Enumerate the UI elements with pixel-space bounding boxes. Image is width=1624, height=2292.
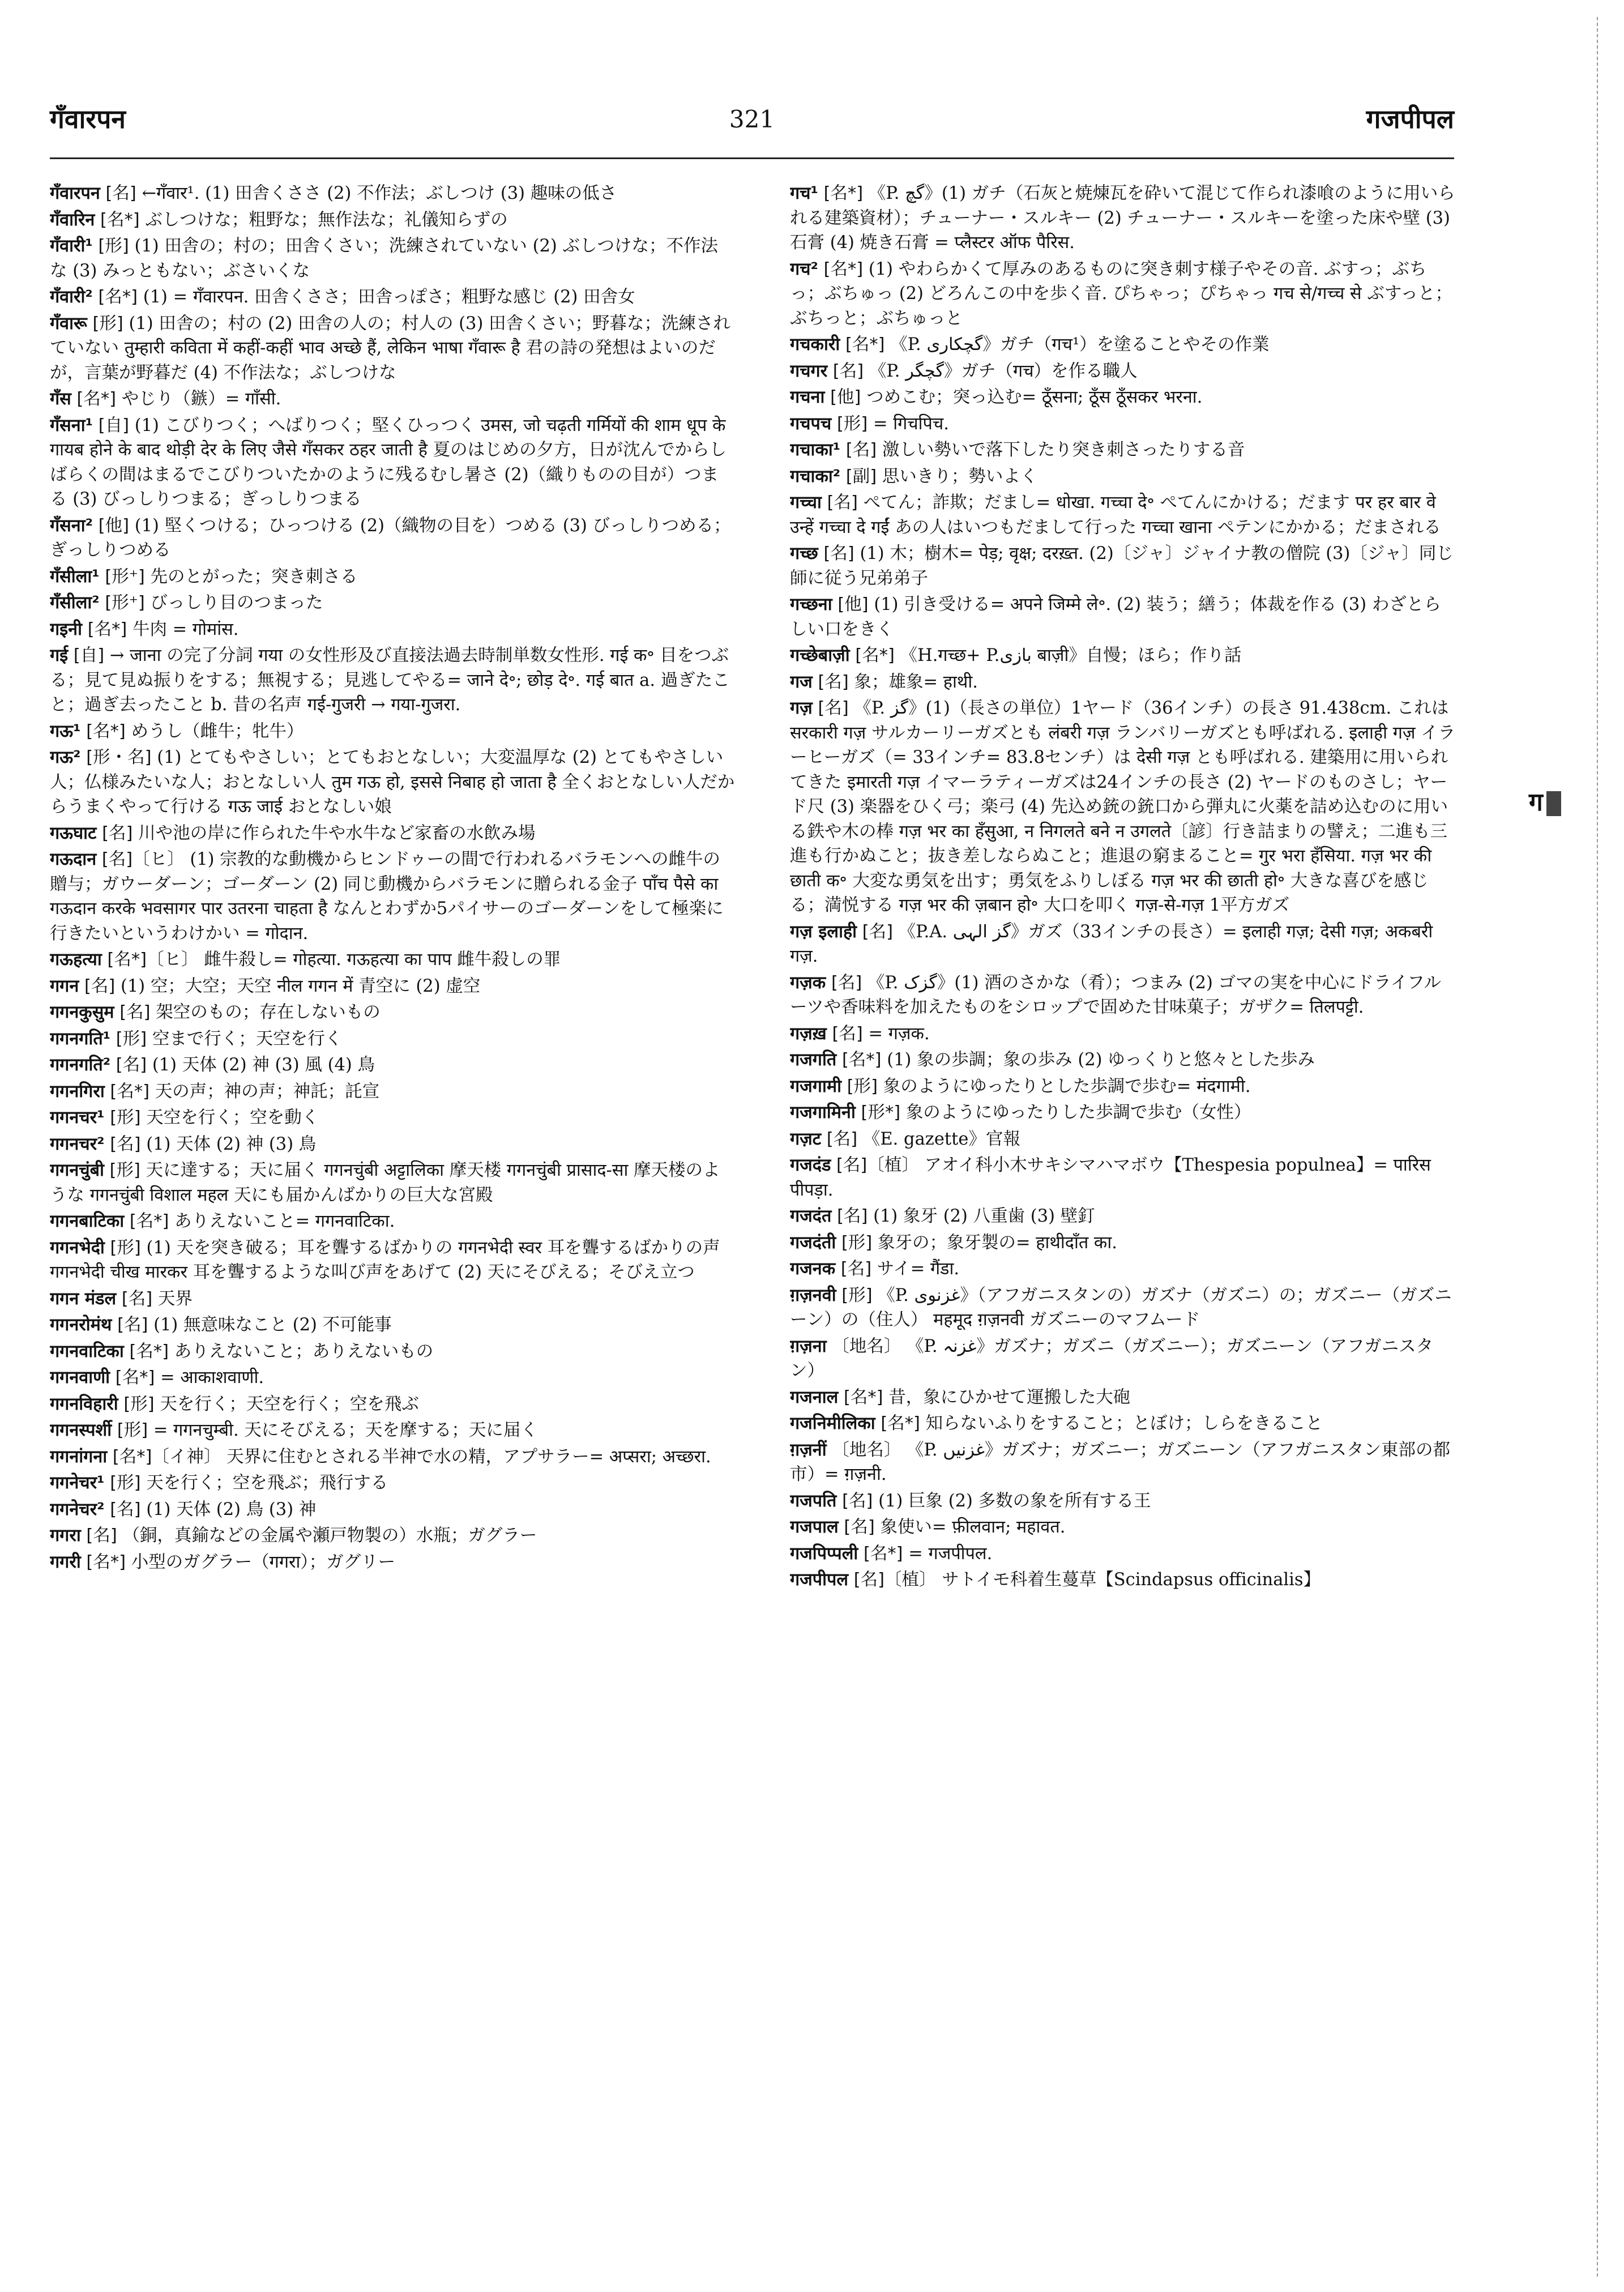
entry-headword: गजनाल bbox=[790, 1387, 839, 1407]
entry-headword: गचपच bbox=[790, 413, 832, 434]
entry-headword: गजगामी bbox=[790, 1076, 842, 1096]
entry-headword: गऊघाट bbox=[50, 823, 97, 843]
entry-headword: गच¹ bbox=[790, 183, 818, 203]
entry-part-of-speech: [名]〔ヒ〕 bbox=[101, 850, 185, 869]
entry-headword: गजदंड bbox=[790, 1155, 831, 1175]
entry-definition: ぶしつけな；粗野な；無作法な；礼儀知らずの bbox=[145, 210, 508, 230]
entry-definition: 架空のもの；存在しないもの bbox=[156, 1002, 381, 1022]
entry-definition: (1) 天体 (2) 神 (3) 風 (4) 鳥 bbox=[152, 1055, 375, 1075]
entry-headword: गँस bbox=[50, 389, 71, 409]
entry-headword: गजपाल bbox=[790, 1517, 839, 1537]
dictionary-entry bbox=[790, 1334, 1458, 1384]
entry-definition: 天を行く；天空を行く；空を飛ぶ bbox=[160, 1394, 419, 1414]
entry-part-of-speech: [名] bbox=[818, 672, 849, 692]
dictionary-entry bbox=[790, 257, 1458, 331]
entry-part-of-speech: [名] bbox=[84, 976, 116, 996]
entry-definition: めうし（雌牛；牝牛） bbox=[131, 721, 304, 741]
entry-headword: गगनांगना bbox=[50, 1446, 108, 1467]
entry-definition: 《P. غزنوی》（アフガニスタンの）ガズナ（ガズニ）の；ガズニー（ガズニーン）の（住人） महमूद ग़ज़नवी ガズニーのマフムード bbox=[790, 1285, 1452, 1330]
dictionary-entry bbox=[790, 643, 1458, 668]
dictionary-entry bbox=[790, 359, 1458, 384]
dictionary-entry bbox=[50, 643, 735, 718]
entry-definition: （銅，真鍮などの金属や瀬戸物製の）水瓶；ガグラー bbox=[122, 1526, 537, 1546]
dictionary-entry bbox=[50, 1418, 735, 1443]
entry-definition: 川や池の岸に作られた牛や水牛など家畜の水飲み場 bbox=[138, 823, 536, 843]
entry-headword: गँवारी¹ bbox=[50, 236, 93, 256]
entry-headword: गचगर bbox=[790, 361, 828, 381]
page-header bbox=[50, 95, 1454, 159]
dictionary-entry bbox=[50, 1392, 735, 1417]
page-binding-edge bbox=[1597, 17, 1601, 2277]
dictionary-entry bbox=[790, 332, 1458, 357]
entry-headword: गँवारपन bbox=[50, 183, 100, 203]
dictionary-entry bbox=[50, 514, 735, 563]
entry-part-of-speech: [名] bbox=[844, 1517, 875, 1537]
entry-definition: 《P. غزنہ》ガズナ；ガズニ（ガズニー）；ガズニーン（アフガニスタン） bbox=[790, 1336, 1434, 1381]
entry-definition: = गजपीपल. bbox=[908, 1543, 993, 1564]
dictionary-entry bbox=[50, 1132, 735, 1157]
entry-headword: गज़ इलाही bbox=[790, 921, 857, 942]
entry-part-of-speech: [名] bbox=[862, 921, 894, 942]
dictionary-entry bbox=[790, 385, 1458, 410]
entry-part-of-speech: [名*] bbox=[823, 183, 864, 203]
entry-definition: 象；雄象= हाथी. bbox=[854, 672, 978, 692]
entry-part-of-speech: [名*] bbox=[844, 1387, 883, 1407]
dictionary-entry bbox=[790, 1283, 1458, 1333]
entry-part-of-speech: [形] bbox=[117, 1420, 148, 1440]
entry-headword: गचाका² bbox=[790, 466, 841, 486]
entry-definition: = आकाशवाणी. bbox=[160, 1368, 264, 1388]
entry-definition: 《E. gazette》官報 bbox=[862, 1129, 1020, 1149]
entry-part-of-speech: [名*] bbox=[87, 619, 127, 639]
entry-definition: (1) 空；大空；天空 नील गगन में 青空に (2) 虚空 bbox=[121, 976, 481, 996]
entry-definition: 昔，象にひかせて運搬した大砲 bbox=[888, 1387, 1131, 1407]
entry-definition: (1) 天体 (2) 鳥 (3) 神 bbox=[146, 1499, 317, 1520]
entry-headword: गचना bbox=[790, 387, 825, 407]
entry-headword: गगनगति¹ bbox=[50, 1028, 111, 1049]
entry-definition: (1) 巨象 (2) 多数の象を所有する王 bbox=[878, 1491, 1151, 1511]
entry-part-of-speech: [形] bbox=[123, 1394, 155, 1414]
dictionary-entry bbox=[50, 1550, 735, 1575]
dictionary-entry bbox=[50, 565, 735, 590]
entry-definition: (1) 堅くつける；ひっつける (2)（織物の目を）つめる (3) びっしりつめる；ぎっしりつめる bbox=[50, 515, 731, 560]
thumb-index-marker bbox=[1546, 791, 1561, 816]
entry-part-of-speech: [形] bbox=[110, 1473, 141, 1493]
entry-definition: ←गँवार¹. (1) 田舎くささ (2) 不作法；ぶしつけ (3) 趣味の低さ bbox=[142, 183, 617, 203]
entry-definition: 《H.गच्छ+ P.بازی बाज़ी》自慢；ほら；作り話 bbox=[900, 646, 1242, 665]
entry-part-of-speech: [形・名] bbox=[86, 748, 152, 767]
entry-part-of-speech: [名] bbox=[840, 1259, 872, 1279]
entry-definition: 空まで行く；天空を行く bbox=[152, 1028, 343, 1049]
entry-definition: (1) 宗教的な動機からヒンドゥーの間で行われるバラモンへの雌牛の贈与；ガウーダーン；ゴーダーン (2) 同じ動機からバラモンに贈られる金子 पाँच पैसे का गऊदान करके भवसागर पार उतरना चाहता है なんとわずか5パイサーのゴーダーンをして極楽に行きたいというわけかい = गोदान. bbox=[50, 850, 724, 944]
dictionary-entry bbox=[50, 745, 735, 820]
dictionary-entry bbox=[50, 1313, 735, 1338]
dictionary-entry bbox=[50, 1158, 735, 1207]
entry-definition: (1) 天を突き破る；耳を聾するばかりの गगनभेदी स्वर 耳を聾するばかりの声 गगनभेदी चीख मारकर 耳を聾するような叫び声をあげて (2) 天にそびえる；そびえ立つ bbox=[50, 1237, 720, 1282]
entry-headword: गगनचर² bbox=[50, 1134, 105, 1154]
entry-headword: गँसीला¹ bbox=[50, 566, 100, 587]
entry-definition: 天界に住むとされる半神で水の精，アプサラー= अप्सरा; अच्छरा. bbox=[226, 1446, 711, 1467]
dictionary-entry bbox=[50, 1287, 735, 1312]
entry-definition: 天を行く；空を飛ぶ；飛行する bbox=[146, 1473, 388, 1493]
dictionary-entry bbox=[50, 821, 735, 846]
entry-headword: गज bbox=[790, 672, 813, 692]
entry-part-of-speech: [形] bbox=[92, 313, 123, 334]
entry-headword: गच² bbox=[790, 259, 818, 279]
entry-definition: (1) 引き受ける= अपने जिम्मे ले॰. (2) 装う；繕う；体裁を作る (3) わざとらしい口をきく bbox=[790, 595, 1441, 639]
entry-headword: गजदंत bbox=[790, 1206, 832, 1226]
dictionary-entry bbox=[790, 1568, 1458, 1593]
dictionary-entry bbox=[790, 464, 1458, 489]
dictionary-entry bbox=[790, 1231, 1458, 1256]
entry-headword: ग़ज़नीं bbox=[790, 1440, 827, 1460]
entry-definition: (1) 天体 (2) 神 (3) 鳥 bbox=[146, 1134, 317, 1154]
entry-definition: → जाना の完了分詞 गया の女性形及び直接法過去時制単数女性形. गई क॰ 目をつぶる；見て見ぬ振りをする；無視する；見逃してやる= जाने दे॰; छोड़ दे॰. गई बात a. 過ぎたこと；過ぎ去ったこと b. 昔の名声 गई-गुजरी → गया-गुजरा. bbox=[50, 646, 730, 715]
dictionary-entry bbox=[790, 1204, 1458, 1229]
dictionary-entry bbox=[50, 311, 735, 386]
entry-part-of-speech: [名] bbox=[818, 698, 849, 718]
entry-definition: 先のとがった；突き刺さる bbox=[150, 566, 358, 587]
entry-part-of-speech: [名*] bbox=[86, 1552, 126, 1572]
entry-headword: गच्छना bbox=[790, 595, 832, 614]
entry-part-of-speech: [名] bbox=[110, 1499, 141, 1520]
dictionary-entry bbox=[790, 1100, 1458, 1125]
entry-definition: アオイ科小木サキシマハマボウ【Thespesia populnea】= पारिस पीपड़ा. bbox=[790, 1155, 1431, 1200]
thumb-index-tab bbox=[1529, 787, 1569, 818]
entry-part-of-speech: [名] bbox=[121, 1288, 153, 1309]
entry-definition: 天空を行く；空を動く bbox=[146, 1108, 319, 1128]
entry-definition: = गगनचुम्बी. 天にそびえる；天を摩する；天に届く bbox=[153, 1420, 538, 1440]
entry-definition: 天の声；神の声；神託；託宣 bbox=[155, 1081, 380, 1102]
entry-part-of-speech: [形*] bbox=[861, 1103, 901, 1122]
entry-definition: 思いきり；勢いよく bbox=[882, 466, 1038, 486]
dictionary-entry bbox=[790, 541, 1458, 591]
dictionary-entry bbox=[50, 1339, 735, 1364]
left-column bbox=[50, 181, 735, 2243]
dictionary-entry bbox=[790, 438, 1458, 463]
right-running-headword: गजपीपल bbox=[1366, 104, 1454, 134]
entry-headword: गँवारी² bbox=[50, 287, 93, 307]
entry-part-of-speech: [名*] bbox=[98, 287, 138, 307]
entry-part-of-speech: [名] bbox=[842, 1491, 873, 1511]
entry-headword: गगरा bbox=[50, 1526, 81, 1546]
entry-headword: गगनेचर² bbox=[50, 1499, 105, 1520]
entry-definition: 《P. گچگر》ガチ（गच）を作る職人 bbox=[869, 361, 1138, 381]
entry-definition: ありえないこと= गगनवाटिका. bbox=[174, 1211, 395, 1231]
entry-headword: गगरी bbox=[50, 1552, 81, 1572]
entry-part-of-speech: [形] bbox=[110, 1237, 141, 1258]
entry-part-of-speech: [形] bbox=[109, 1160, 140, 1180]
entry-definition: 《P. گچکاری》ガチ（गच¹）を塗ることやその作業 bbox=[890, 335, 1270, 355]
entry-headword: गँसना² bbox=[50, 515, 93, 536]
entry-part-of-speech: [名*]〔イ神〕 bbox=[112, 1446, 221, 1467]
entry-headword: गगन bbox=[50, 976, 79, 996]
entry-definition: ぺてん；詐欺；だまし= धोखा. गच्चा दे॰ ぺてんにかける；だます पर हर बार वे उन्हें गच्चा दे गईं あの人はいつもだまして行った गच्चा खाना ペテンにかかる；だまされる bbox=[790, 493, 1441, 537]
entry-part-of-speech: [名] bbox=[826, 1129, 858, 1149]
entry-part-of-speech: [名] bbox=[827, 493, 858, 513]
entry-part-of-speech: [形] bbox=[98, 236, 129, 256]
entry-definition: (1) 象牙 (2) 八重歯 (3) 壁釘 bbox=[873, 1206, 1095, 1226]
dictionary-entry bbox=[50, 847, 735, 946]
entry-part-of-speech: [形] bbox=[836, 413, 868, 434]
entry-part-of-speech: [名*] bbox=[100, 210, 140, 230]
dictionary-entry bbox=[790, 1257, 1458, 1282]
entry-definition: 天界 bbox=[157, 1288, 193, 1309]
entry-definition: (1) 田舎の；村の；田舎くさい；洗練されていない (2) ぶしつけな；不作法な (3) みっともない；ぶさいくな bbox=[50, 236, 718, 281]
entry-definition: (1) = गँवारपन. 田舎くささ；田舎っぽさ；粗野な感じ (2) 田舎女 bbox=[143, 287, 635, 307]
entry-definition: 象使い= फ़ीलवान; महावत. bbox=[880, 1517, 1066, 1537]
entry-part-of-speech: [名*] bbox=[845, 335, 885, 355]
dictionary-entry bbox=[790, 696, 1458, 918]
dictionary-entry bbox=[50, 387, 735, 412]
entry-headword: गगनबाटिका bbox=[50, 1211, 125, 1231]
dictionary-entry bbox=[790, 412, 1458, 437]
entry-part-of-speech: [名*] bbox=[881, 1414, 920, 1433]
entry-definition: 《P. گچ》(1) ガチ（石灰と焼煉瓦を砕いて混じて作られ漆喰のように用いられる建築資材）；チューナー・スルキー (2) チューナー・スルキーを塗った床や壁 (3) 石膏 (4) 焼き石膏 = प्लैस्टर ऑफ पैरिस. bbox=[790, 183, 1455, 253]
entry-headword: गगन मंडल bbox=[50, 1288, 117, 1309]
entry-definition: びっしり目のつまった bbox=[150, 593, 323, 613]
dictionary-entry bbox=[790, 1153, 1458, 1202]
dictionary-entry bbox=[790, 1438, 1458, 1487]
entry-definition: (1) やわらかくて厚みのあるものに突き刺す様子やその音. ぶすっ；ぶちっ；ぶちゅっ (2) どろんこの中を歩く音. ぴちゃっ；ぴちゃっ गच से/गच्च से ぶすっと；ぶちっと；ぶちゅっと bbox=[790, 259, 1453, 328]
entry-part-of-speech: [他] bbox=[98, 515, 129, 536]
entry-part-of-speech: [名]〔植〕 bbox=[853, 1570, 937, 1590]
entry-headword: गज़ट bbox=[790, 1129, 822, 1149]
dictionary-entry bbox=[790, 1489, 1458, 1514]
dictionary-entry bbox=[50, 1027, 735, 1052]
dictionary-entry bbox=[50, 413, 735, 512]
entry-part-of-speech: [名] bbox=[832, 1023, 863, 1044]
dictionary-entry bbox=[50, 1000, 735, 1025]
right-column bbox=[790, 181, 1458, 2243]
entry-headword: गच्चा bbox=[790, 493, 822, 513]
entry-part-of-speech: [名*]〔ヒ〕 bbox=[107, 950, 199, 970]
entry-headword: गजगति bbox=[790, 1050, 837, 1070]
entry-headword: गगनचुंबी bbox=[50, 1160, 104, 1180]
dictionary-entry bbox=[50, 208, 735, 233]
entry-part-of-speech: [名*] bbox=[129, 1341, 169, 1361]
entry-headword: गजपीपल bbox=[790, 1570, 849, 1590]
dictionary-entry bbox=[790, 1515, 1458, 1540]
entry-headword: गगनेचर¹ bbox=[50, 1473, 105, 1493]
entry-definition: 小型のガグラー（गगरा）；ガグリー bbox=[131, 1552, 396, 1572]
entry-part-of-speech: [形⁺] bbox=[105, 593, 145, 613]
dictionary-entry bbox=[790, 1411, 1458, 1436]
entry-definition: (1) 木；樹木= पेड़; वृक्ष; दरख़्त. (2)〔ジャ〕ジャイナ教の僧院 (3)〔ジャ〕同じ師に従う兄弟弟子 bbox=[790, 544, 1454, 588]
entry-part-of-speech: [名] bbox=[102, 823, 133, 843]
dictionary-entry bbox=[50, 1236, 735, 1285]
entry-headword: गऊहत्या bbox=[50, 950, 102, 970]
entry-part-of-speech: [形] bbox=[116, 1028, 147, 1049]
entry-part-of-speech: [他] bbox=[830, 387, 861, 407]
entry-definition: 天に達する；天に届く गगनचुंबी अट्टालिका 摩天楼 गगनचुंबी प्रासाद-सा 摩天楼のような गगनचुंबी विशाल महल 天にも届かんばかりの巨大な宮殿 bbox=[50, 1160, 720, 1205]
entry-part-of-speech: [自] bbox=[98, 415, 129, 436]
entry-part-of-speech: 〔地名〕 bbox=[832, 1336, 901, 1356]
entry-definition: やじり（鏃）= गाँसी. bbox=[121, 389, 281, 409]
entry-part-of-speech: 〔地名〕 bbox=[832, 1440, 901, 1460]
entry-headword: गचाका¹ bbox=[790, 440, 841, 460]
entry-definition: 《P. گز》(1)（長さの単位）1ヤード（36インチ）の長さ 91.438cm. これは सरकारी गज़ サルカーリーガズとも लंबरी गज़ ランバリーガズとも呼ばれる. इलाही गज़ イラーヒーガズ（= 33インチ= 83.8センチ）は देसी गज़ とも呼ばれる. 建築用に用いられてきた इमारती गज़ イマーラティーガズは24インチの長さ (2) ヤードのものさし；ヤード尺 (3) 楽器をひく弓；楽弓 (4) 先込め銃の銃口から弾丸に火薬を詰め込むのに用いる鉄や木の棒 गज़ भर का हँसुआ, न निगलते बने न उगलते〔諺〕行き詰まりの譬え；二進も三進も行かぬこと；抜き差しならぬこと；進退の窮まること= गुर भरा हँसिया. गज़ भर की छाती क॰ 大変な勇気を出す；勇気をふりしぼる गज़ भर की छाती हो॰ 大きな喜びを感じる；満悦する गज़ भर की ज़बान हो॰ 大口を叩く गज़-से-गज़ 1平方ガズ bbox=[790, 698, 1456, 915]
dictionary-entry bbox=[50, 1523, 735, 1548]
entry-headword: गच्छेबाज़ी bbox=[790, 646, 850, 665]
entry-part-of-speech: [形] bbox=[841, 1285, 873, 1305]
entry-headword: गजनक bbox=[790, 1259, 836, 1279]
dictionary-entry bbox=[50, 974, 735, 999]
entry-definition: ありえないこと；ありえないもの bbox=[174, 1341, 434, 1361]
entry-part-of-speech: [名] bbox=[110, 1134, 141, 1154]
dictionary-entry bbox=[50, 1471, 735, 1496]
entry-part-of-speech: [名] bbox=[105, 183, 136, 203]
entry-part-of-speech: [副] bbox=[845, 466, 877, 486]
entry-headword: गजपिप्पली bbox=[790, 1543, 858, 1564]
entry-headword: गगनगिरा bbox=[50, 1081, 105, 1102]
dictionary-entry bbox=[790, 920, 1458, 969]
entry-part-of-speech: [名*] bbox=[76, 389, 117, 409]
dictionary-entry bbox=[790, 1385, 1458, 1410]
dictionary-entry bbox=[50, 1053, 735, 1078]
entry-definition: 象のようにゆったりとした歩調で歩む= मंदगामी. bbox=[883, 1076, 1251, 1096]
entry-headword: गँवारू bbox=[50, 313, 87, 334]
entry-headword: गइनी bbox=[50, 619, 82, 639]
dictionary-entry bbox=[790, 1022, 1458, 1047]
entry-definition: サイ= गैंडा. bbox=[877, 1259, 960, 1279]
entry-headword: गगनगति² bbox=[50, 1055, 111, 1075]
page-number: 321 bbox=[729, 105, 775, 133]
entry-definition: 知らないふりをすること；とぼけ；しらをきること bbox=[925, 1414, 1323, 1433]
dictionary-entry bbox=[790, 592, 1458, 642]
thumb-index-letter: ग bbox=[1529, 788, 1543, 817]
entry-headword: ग़ज़ना bbox=[790, 1336, 827, 1356]
dictionary-entry bbox=[50, 1106, 735, 1130]
entry-part-of-speech: [名] bbox=[845, 440, 877, 460]
entry-headword: गगनचर¹ bbox=[50, 1108, 105, 1128]
entry-headword: गगनकुसुम bbox=[50, 1002, 114, 1022]
entry-part-of-speech: [形⁺] bbox=[105, 566, 145, 587]
dictionary-entry bbox=[790, 181, 1458, 255]
entry-headword: गजगामिनी bbox=[790, 1103, 856, 1122]
entry-headword: ग़ज़नवी bbox=[790, 1285, 836, 1305]
entry-definition: 象のようにゆったりした歩調で歩む（女性） bbox=[905, 1103, 1251, 1122]
entry-definition: つめこむ；突っ込む= ठूँसना; ठूँस ठूँसकर भरना. bbox=[866, 387, 1203, 407]
entry-headword: गज़क bbox=[790, 972, 826, 993]
entry-definition: (1) とてもやさしい；とてもおとなしい；大変温厚な (2) とてもやさしい人；仏様みたいな人；おとなしい人 तुम गऊ हो, इससे निबाह हो जाता है 全くおとなしい人だからうまくやって行ける गऊ जाई おとなしい娘 bbox=[50, 748, 735, 817]
entry-definition: 激しい勢いで落下したり突き刺さったりする音 bbox=[882, 440, 1245, 460]
entry-part-of-speech: [他] bbox=[837, 595, 869, 614]
dictionary-entry bbox=[50, 1209, 735, 1234]
entry-part-of-speech: [名]〔植〕 bbox=[836, 1155, 919, 1175]
dictionary-entry bbox=[50, 1365, 735, 1390]
entry-definition: 象牙の；象牙製の= हाथीदाँत का. bbox=[878, 1232, 1117, 1253]
dictionary-entry bbox=[790, 971, 1458, 1020]
entry-part-of-speech: [名] bbox=[823, 544, 854, 564]
dictionary-entry bbox=[50, 181, 735, 206]
dictionary-entry bbox=[50, 591, 735, 616]
entry-part-of-speech: [名*] bbox=[855, 646, 895, 665]
entry-definition: 《P. گزک》(1) 酒のさかな（肴）；つまみ (2) ゴマの実を中心にドライフルーツや香味料を加えたものをシロップで固めた甘味菓子；ガザク= तिलपट्टी. bbox=[790, 972, 1442, 1017]
entry-part-of-speech: [名*] bbox=[115, 1368, 155, 1388]
entry-headword: गऊदान bbox=[50, 850, 97, 869]
entry-headword: गच्छ bbox=[790, 544, 818, 564]
dictionary-entry bbox=[790, 1074, 1458, 1099]
entry-part-of-speech: [名*] bbox=[841, 1050, 882, 1070]
entry-headword: गगनरोमंथ bbox=[50, 1315, 112, 1335]
entry-definition: 《P.A. گز الہی》ガズ（33インチの長さ）= इलाही गज़; देसी गज़; अकबरी गज़. bbox=[790, 921, 1433, 966]
entry-part-of-speech: [形] bbox=[841, 1232, 873, 1253]
entry-definition: 雌牛殺し= गोहत्या. गऊहत्या का पाप 雌牛殺しの罪 bbox=[204, 950, 561, 970]
entry-part-of-speech: [形] bbox=[110, 1108, 141, 1128]
entry-definition: = गिचपिच. bbox=[873, 413, 949, 434]
entry-headword: गज़ख़ bbox=[790, 1023, 827, 1044]
entry-definition: (1) こびりつく；へばりつく；堅くひっつく उमस, जो चढ़ती गर्मियों की शाम धूप के गायब होने के बाद थोड़ी देर के लिए जैसे गँसकर ठहर जाती है 夏のはじめの夕方，日が沈んでからしばらくの間はまるでこびりついたかのように残るむし暑さ (2)（織りものの目が）つまる (3) びっしりつまる；ぎっしりつまる bbox=[50, 415, 727, 509]
dictionary-entry bbox=[790, 1542, 1458, 1567]
entry-part-of-speech: [名] bbox=[117, 1315, 148, 1335]
entry-part-of-speech: [形] bbox=[847, 1076, 878, 1096]
entry-headword: गचकारी bbox=[790, 335, 840, 355]
entry-part-of-speech: [名] bbox=[831, 972, 862, 993]
dictionary-entry bbox=[50, 1497, 735, 1522]
dictionary-entry bbox=[50, 1445, 735, 1470]
entry-headword: गई bbox=[50, 646, 69, 665]
entry-headword: गगनवाणी bbox=[50, 1368, 110, 1388]
entry-headword: गँवारिन bbox=[50, 210, 95, 230]
entry-headword: गगनविहारी bbox=[50, 1394, 118, 1414]
entry-part-of-speech: [名*] bbox=[823, 259, 864, 279]
entry-part-of-speech: [名*] bbox=[129, 1211, 169, 1231]
dictionary-entry bbox=[50, 1079, 735, 1104]
dictionary-entry bbox=[50, 617, 735, 642]
entry-headword: गगनभेदी bbox=[50, 1237, 105, 1258]
entry-headword: गऊ¹ bbox=[50, 721, 81, 741]
entry-headword: गजनिमीलिका bbox=[790, 1414, 875, 1433]
entry-definition: 《P. غزنیں》ガズナ；ガズニー；ガズニーン（アフガニスタン東部の都市）= ग़ज़नी. bbox=[790, 1440, 1450, 1484]
dictionary-entry bbox=[50, 947, 735, 972]
dictionary-entry bbox=[790, 1127, 1458, 1152]
entry-headword: गगनस्पर्शी bbox=[50, 1420, 112, 1440]
entry-headword: गँसना¹ bbox=[50, 415, 93, 436]
entry-part-of-speech: [名*] bbox=[110, 1081, 149, 1102]
entry-headword: गजपति bbox=[790, 1491, 837, 1511]
entry-headword: गजदंती bbox=[790, 1232, 836, 1253]
entry-definition: サトイモ科着生蔓草【Scindapsus officinalis】 bbox=[942, 1570, 1321, 1590]
entry-part-of-speech: [名] bbox=[837, 1206, 868, 1226]
entry-part-of-speech: [名] bbox=[86, 1526, 117, 1546]
entry-definition: (1) 無意味なこと (2) 不可能事 bbox=[153, 1315, 392, 1335]
entry-headword: गऊ² bbox=[50, 748, 81, 767]
left-running-headword: गँवारपन bbox=[50, 104, 126, 134]
dictionary-entry bbox=[790, 490, 1458, 540]
entry-part-of-speech: [自] bbox=[73, 646, 105, 665]
entry-definition: 牛肉 = गोमांस. bbox=[132, 619, 239, 639]
dictionary-entry bbox=[790, 670, 1458, 695]
entry-headword: गगनवाटिका bbox=[50, 1341, 124, 1361]
entry-part-of-speech: [名] bbox=[116, 1055, 147, 1075]
dictionary-entry bbox=[790, 1048, 1458, 1073]
dictionary-entry bbox=[50, 719, 735, 744]
entry-definition: = गज़क. bbox=[868, 1023, 930, 1044]
entry-part-of-speech: [名*] bbox=[86, 721, 126, 741]
entry-part-of-speech: [名] bbox=[119, 1002, 151, 1022]
dictionary-entry bbox=[50, 285, 735, 310]
dictionary-entry bbox=[50, 234, 735, 283]
entry-part-of-speech: [名] bbox=[832, 361, 864, 381]
entry-definition: (1) 象の歩調；象の歩み (2) ゆっくりと悠々とした歩み bbox=[887, 1050, 1315, 1070]
entry-definition: (1) 田舎の；村の (2) 田舎の人の；村人の (3) 田舎くさい；野暮な；洗練されていない तुम्हारी कविता में कहीं-कहीं भाव अच्छे हैं, लेकिन भाषा गँवारू है 君の詩の発想はよいのだが，言葉が野暮だ (4) 不作法な；ぶしつけな bbox=[50, 313, 731, 383]
entry-headword: गज़ bbox=[790, 698, 813, 718]
entry-part-of-speech: [名*] bbox=[864, 1543, 903, 1564]
entry-headword: गँसीला² bbox=[50, 593, 100, 613]
